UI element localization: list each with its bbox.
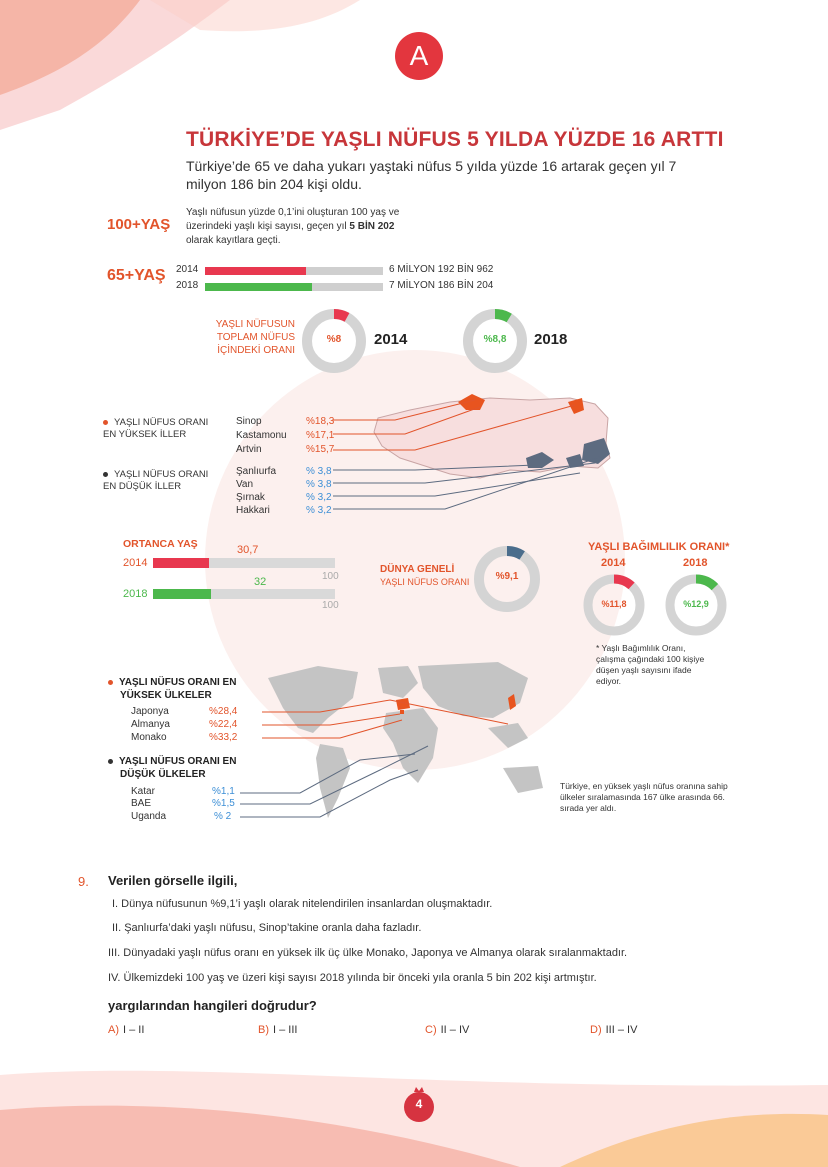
- age65-year-2018: 2018: [176, 280, 199, 291]
- dependency-value-2014: %11,8: [601, 599, 627, 609]
- share-value-2018: %8,8: [483, 334, 507, 345]
- country-leader-lines: [240, 690, 530, 830]
- world-title: DÜNYA GENELİ: [380, 564, 455, 575]
- province-name: Sinop: [236, 416, 262, 427]
- statement-1: I. Dünya nüfusunun %9,1’i yaşlı olarak nitelendirilen insanlardan oluşmaktadır.: [112, 898, 493, 910]
- country-name: Almanya: [131, 719, 170, 730]
- median-age-bar-fill-2018: [153, 589, 211, 599]
- province-name: Şanlıurfa: [236, 466, 277, 477]
- centenarian-text: Yaşlı nüfusun yüzde 0,1’ini oluşturan 100 yaş ve üzerindeki yaşlı kişi sayısı, geçen yıl 5 BİN 202 olarak kayıtlara geçti.: [186, 207, 400, 246]
- age65-year-2014: 2014: [176, 264, 199, 275]
- median-age-title: ORTANCA YAŞ: [123, 538, 198, 550]
- provinces-high-heading: YAŞLI NÜFUS ORANI EN YÜKSEK İLLER: [103, 417, 209, 440]
- country-name: BAE: [131, 798, 152, 809]
- bullet-dot: [103, 420, 108, 425]
- province-value: %17,1: [306, 430, 335, 441]
- question-number: 9.: [78, 874, 89, 889]
- option-d[interactable]: D) III – IV: [590, 1024, 638, 1036]
- country-name: Monako: [131, 732, 167, 743]
- age65-bar-fill-2018: [205, 283, 312, 291]
- median-age-bar-2018: [153, 589, 335, 599]
- dependency-value-2018: %12,9: [683, 599, 709, 609]
- age65-value-2014: 6 MİLYON 192 BİN 962: [389, 264, 494, 275]
- age65-bar-2014: [205, 267, 383, 275]
- province-value: % 3,8: [306, 466, 332, 477]
- bullet-dot: [108, 680, 113, 685]
- dependency-footnote: * Yaşlı Bağımlılık Oranı, çalışma çağındaki 100 kişiye düşen yaşlı sayısını ifade ediyor.: [596, 643, 705, 686]
- median-age-scale-max: 100: [322, 600, 339, 611]
- dependency-year-2018: 2018: [683, 557, 708, 569]
- median-age-bar-2014: [153, 558, 335, 568]
- world-value: %9,1: [495, 571, 519, 582]
- province-value: % 3,8: [306, 479, 332, 490]
- age65-bar-2018: [205, 283, 383, 291]
- page-number: 4: [415, 1097, 423, 1111]
- country-name: Japonya: [131, 706, 169, 717]
- country-value: %1,1: [212, 786, 235, 797]
- province-name: Kastamonu: [236, 430, 287, 441]
- province-name: Artvin: [236, 444, 262, 455]
- infographic-subtitle: Türkiye’de 65 ve daha yukarı yaştaki nüfus 5 yılda yüzde 16 artarak geçen yıl 7 milyon 186 bin 204 kişi oldu.: [186, 158, 677, 192]
- countries-low-heading: YAŞLI NÜFUS ORANI EN DÜŞÜK ÜLKELER: [120, 755, 240, 781]
- share-value-2014: %8: [326, 334, 342, 345]
- centenarian-label: 100+YAŞ: [107, 216, 171, 233]
- section-badge: A: [395, 32, 443, 80]
- country-name: Uganda: [131, 811, 167, 822]
- country-value: %1,5: [212, 798, 235, 809]
- age65-bar-fill-2014: [205, 267, 306, 275]
- statement-2: II. Şanlıurfa’daki yaşlı nüfusu, Sinop’takine oranla daha fazladır.: [112, 922, 422, 934]
- turkey-rank-note: Türkiye, en yüksek yaşlı nüfus oranına sahip ülkeler sıralamasında 167 ülke arasında 66. sırada yer aldı.: [560, 781, 728, 813]
- question-stem: Verilen görselle ilgili,: [108, 873, 238, 888]
- median-age-bar-fill-2014: [153, 558, 209, 568]
- age65-label: 65+YAŞ: [107, 267, 166, 284]
- median-age-value-2014: 30,7: [237, 544, 259, 556]
- country-name: Katar: [131, 786, 155, 797]
- median-age-year-2014: 2014: [123, 557, 148, 569]
- statement-4: IV. Ülkemizdeki 100 yaş ve üzeri kişi sayısı 2018 yılında bir önceki yıla oranla 5 bin 202 kişi artmıştır.: [108, 972, 597, 984]
- province-name: Hakkari: [236, 505, 270, 516]
- province-value: %15,7: [306, 444, 335, 455]
- country-value: %33,2: [209, 732, 238, 743]
- world-subtitle: YAŞLI NÜFUS ORANI: [380, 577, 470, 587]
- share-label: YAŞLI NÜFUSUN TOPLAM NÜFUS İÇİNDEKİ ORANI: [215, 319, 295, 356]
- question-closing: yargılarından hangileri doğrudur?: [108, 998, 317, 1013]
- dependency-year-2014: 2014: [601, 557, 626, 569]
- province-value: % 3,2: [306, 492, 332, 503]
- median-age-value-2018: 32: [254, 576, 267, 588]
- option-a[interactable]: A) I – II: [108, 1024, 145, 1036]
- statement-3: III. Dünyadaki yaşlı nüfus oranı en yüksek ilk üç ülke Monako, Japonya ve Almanya olarak sıralanmaktadır.: [108, 947, 628, 959]
- country-value: %28,4: [209, 706, 238, 717]
- dependency-title: YAŞLI BAĞIMLILIK ORANI*: [588, 541, 730, 553]
- province-leader-lines: [235, 395, 615, 515]
- bullet-dot: [103, 472, 108, 477]
- median-age-year-2018: 2018: [123, 588, 148, 600]
- province-value: %18,3: [306, 416, 335, 427]
- infographic-title: TÜRKİYE’DE YAŞLI NÜFUS 5 YILDA YÜZDE 16 ARTTI: [186, 128, 724, 151]
- province-name: Şırnak: [236, 492, 265, 503]
- age65-value-2018: 7 MİLYON 186 BİN 204: [389, 280, 494, 291]
- bullet-dot: [108, 759, 113, 764]
- option-b[interactable]: B) I – III: [258, 1024, 298, 1036]
- country-value: % 2: [214, 811, 232, 822]
- countries-high-heading: YAŞLI NÜFUS ORANI EN YÜKSEK ÜLKELER: [120, 676, 240, 702]
- provinces-low-heading: YAŞLI NÜFUS ORANI EN DÜŞÜK İLLER: [103, 469, 209, 492]
- option-c[interactable]: C) II – IV: [425, 1024, 470, 1036]
- country-value: %22,4: [209, 719, 238, 730]
- share-year-2018: 2018: [534, 331, 568, 348]
- share-year-2014: 2014: [374, 331, 408, 348]
- province-value: % 3,2: [306, 505, 332, 516]
- median-age-scale-max: 100: [322, 571, 339, 582]
- province-name: Van: [236, 479, 254, 490]
